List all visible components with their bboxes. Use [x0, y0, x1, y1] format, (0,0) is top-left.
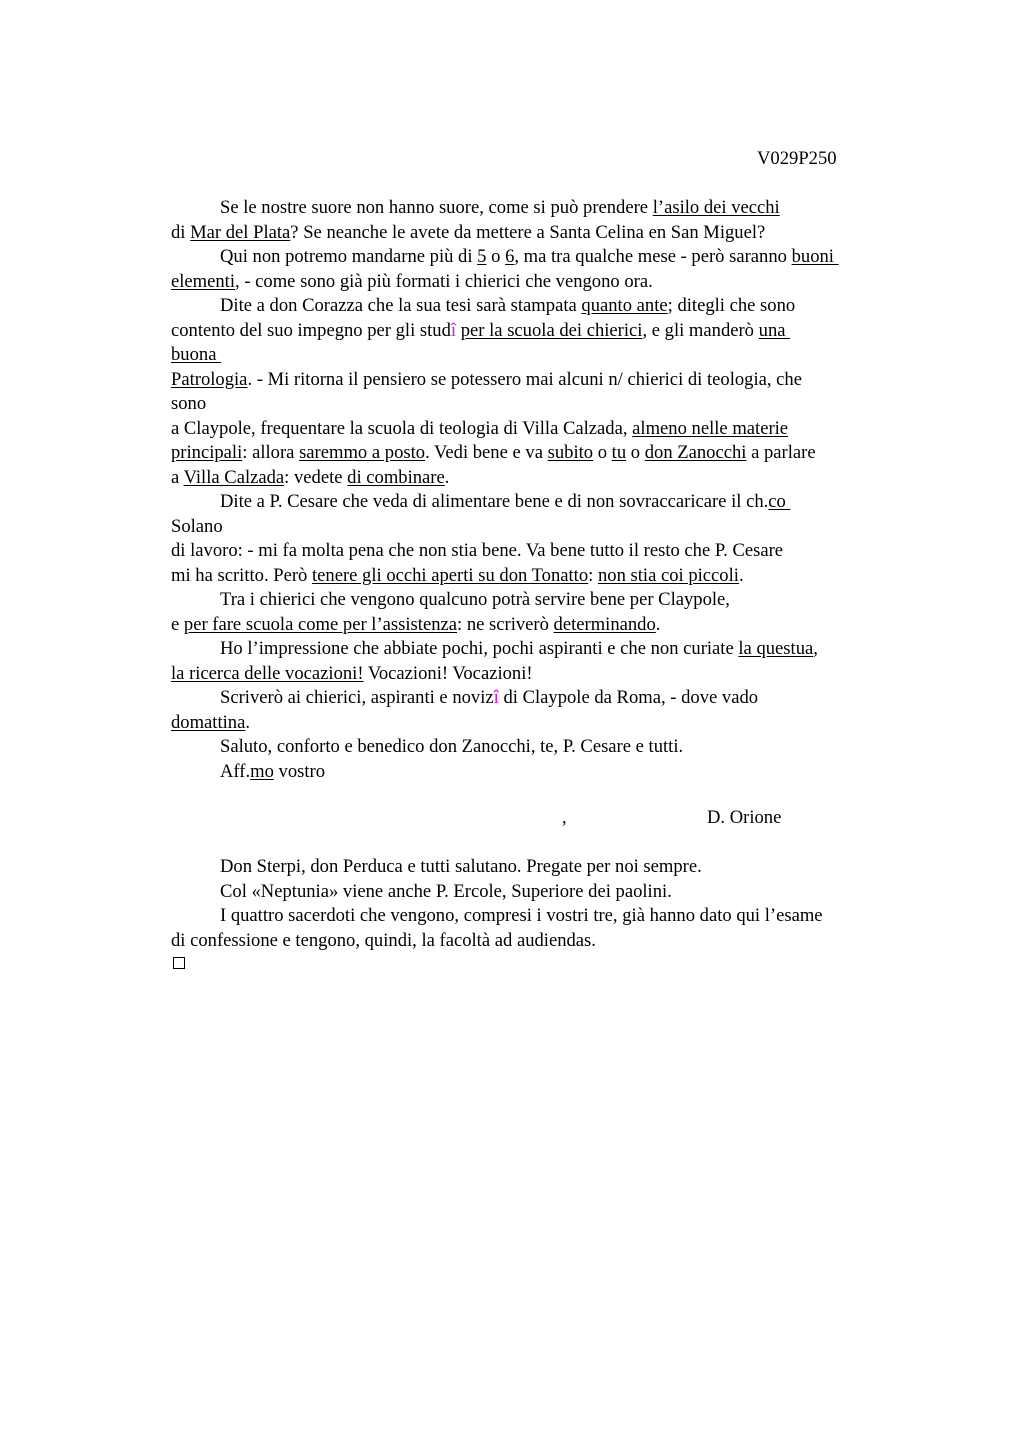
underlined-text: don Zanocchi: [644, 442, 747, 463]
letter-line: [171, 417, 911, 442]
underlined-text: non stia coi piccoli: [597, 564, 739, 586]
text-run: ,: [813, 638, 818, 659]
text-run: :: [588, 564, 598, 586]
letter-line: [171, 686, 911, 711]
text-run: : vedete: [284, 466, 348, 488]
underlined-text: determinando: [553, 613, 656, 635]
document-reference-code: V029P250: [757, 148, 837, 169]
letter-line: [171, 221, 911, 246]
letter-line: [171, 515, 911, 540]
text-run: o: [593, 442, 612, 463]
signature-name: D. Orione: [707, 807, 782, 828]
text-run: , e gli manderò: [642, 319, 759, 341]
underlined-text: di combinare: [347, 466, 445, 488]
text-run: Qui non potremo mandarne più di: [220, 246, 478, 267]
underlined-text: Villa Calzada: [183, 466, 285, 488]
text-run: a: [171, 466, 184, 488]
letter-line: [171, 564, 911, 589]
underlined-text: per fare scuola come per l’assistenza: [183, 613, 457, 635]
text-run: Aff.: [220, 760, 251, 782]
postscript: [171, 855, 911, 953]
underlined-text: la questua: [738, 638, 814, 659]
text-run: Vocazioni! Vocazioni!: [363, 662, 533, 684]
letter-line: [171, 588, 911, 613]
underlined-text: tenere gli occhi aperti su don Tonatto: [311, 564, 589, 586]
underlined-text: saremmo a posto: [299, 442, 426, 463]
text-run: Ho l’impressione che abbiate pochi, pochi aspiranti e che non curiate: [220, 638, 739, 659]
letter-line: [171, 196, 911, 221]
text-run: a Claypole, frequentare la scuola di teologia di Villa Calzada,: [171, 417, 633, 439]
text-run: . Vedi bene e va: [425, 442, 548, 463]
text-run: a parlare: [746, 442, 816, 463]
underlined-text: domattina: [171, 711, 246, 733]
letter-line: [171, 319, 911, 344]
underlined-text: buona: [171, 344, 222, 365]
underlined-text: una: [758, 319, 791, 341]
letter-line: [171, 441, 911, 466]
text-run: o: [626, 442, 645, 463]
letter-line: [171, 294, 911, 319]
text-run: ; ditegli che sono: [667, 295, 796, 316]
underlined-text: 5: [477, 246, 487, 267]
underlined-text: Patrologia: [171, 368, 248, 390]
text-run: ? Se neanche le avete da mettere a Santa Celina en San Miguel?: [290, 221, 766, 243]
underlined-text: quanto ante: [581, 295, 668, 316]
highlighted-char: î: [493, 687, 499, 708]
text-run: Tra i chierici che vengono qualcuno potrà servire bene per Claypole,: [220, 589, 730, 610]
letter-line: [171, 245, 911, 270]
letter-line: [171, 466, 911, 491]
text-run: Dite a P. Cesare che veda di alimentare bene e di non sovraccaricare il ch.: [220, 491, 769, 512]
text-run: Don Sterpi, don Perduca e tutti salutano. Pregate per noi sempre.: [220, 856, 702, 877]
letter-line: [171, 392, 911, 417]
postscript-line: [171, 929, 911, 954]
underlined-text: per la scuola dei chierici: [460, 319, 643, 341]
letter-body: [171, 196, 911, 784]
text-run: Se le nostre suore non hanno suore, come si può prendere: [220, 197, 653, 218]
underlined-text: Mar del Plata: [190, 221, 291, 243]
letter-line: [171, 490, 911, 515]
underlined-text: almeno nelle materie: [632, 417, 789, 439]
signature-comma: ,: [562, 807, 567, 828]
underlined-text: buoni: [791, 246, 839, 267]
postscript-line: [171, 880, 911, 905]
underlined-text: la ricerca delle vocazioni!: [171, 662, 364, 684]
underlined-text: l’asilo dei vecchi: [652, 197, 780, 218]
letter-line: [171, 613, 911, 638]
letter-line: [171, 637, 911, 662]
checkbox-glyph-icon: [173, 957, 185, 969]
text-run: , ma tra qualche mese - però saranno: [514, 246, 792, 267]
text-run: .: [655, 613, 661, 635]
postscript-line: [171, 855, 911, 880]
text-run: Dite a don Corazza che la sua tesi sarà stampata: [220, 295, 582, 316]
postscript-line: [171, 904, 911, 929]
underlined-text: 6: [505, 246, 515, 267]
underlined-text: mo: [250, 760, 274, 782]
letter-line: [171, 760, 911, 785]
text-run: di confessione e tengono, quindi, la facoltà ad audiendas.: [171, 929, 596, 951]
underlined-text: tu: [611, 442, 627, 463]
letter-line: [171, 368, 911, 393]
text-run: . - Mi ritorna il pensiero se potessero mai alcuni n/ chierici di teologia, che: [247, 368, 802, 390]
text-run: .: [444, 466, 450, 488]
letter-line: [171, 735, 911, 760]
text-run: Saluto, conforto e benedico don Zanocchi, te, P. Cesare e tutti.: [220, 736, 684, 757]
underlined-text: subito: [547, 442, 594, 463]
text-run: I quattro sacerdoti che vengono, compresi i vostri tre, già hanno dato qui l’esame: [220, 905, 823, 926]
text-run: mi ha scritto. Però: [171, 564, 312, 586]
text-run: di Claypole da Roma, - dove vado: [498, 687, 759, 708]
text-run: .: [245, 711, 251, 733]
text-run: : ne scriverò: [457, 613, 554, 635]
letter-line: [171, 711, 911, 736]
highlighted-char: î: [450, 319, 457, 341]
underlined-text: principali: [171, 442, 243, 463]
letter-line: [171, 662, 911, 687]
text-run: di lavoro: - mi fa molta pena che non stia bene. Va bene tutto il resto che P. Cesare: [171, 540, 784, 561]
underlined-text: elementi: [171, 270, 236, 292]
underlined-text: co: [768, 491, 791, 512]
text-run: , - come sono già più formati i chierici che vengono ora.: [235, 270, 653, 292]
text-run: Scriverò ai chierici, aspiranti e noviz: [220, 687, 494, 708]
text-run: o: [486, 246, 506, 267]
text-run: vostro: [273, 760, 326, 782]
letter-line: [171, 270, 911, 295]
text-run: di: [171, 221, 191, 243]
text-run: e: [171, 613, 184, 635]
text-run: Solano: [171, 515, 223, 537]
letter-line: [171, 539, 911, 564]
text-run: .: [738, 564, 744, 586]
text-run: contento del suo impegno per gli stud: [171, 319, 451, 341]
letter-line: [171, 343, 911, 368]
text-run: : allora: [242, 442, 300, 463]
text-run: sono: [171, 393, 207, 414]
text-run: Col «Neptunia» viene anche P. Ercole, Superiore dei paolini.: [220, 880, 672, 902]
